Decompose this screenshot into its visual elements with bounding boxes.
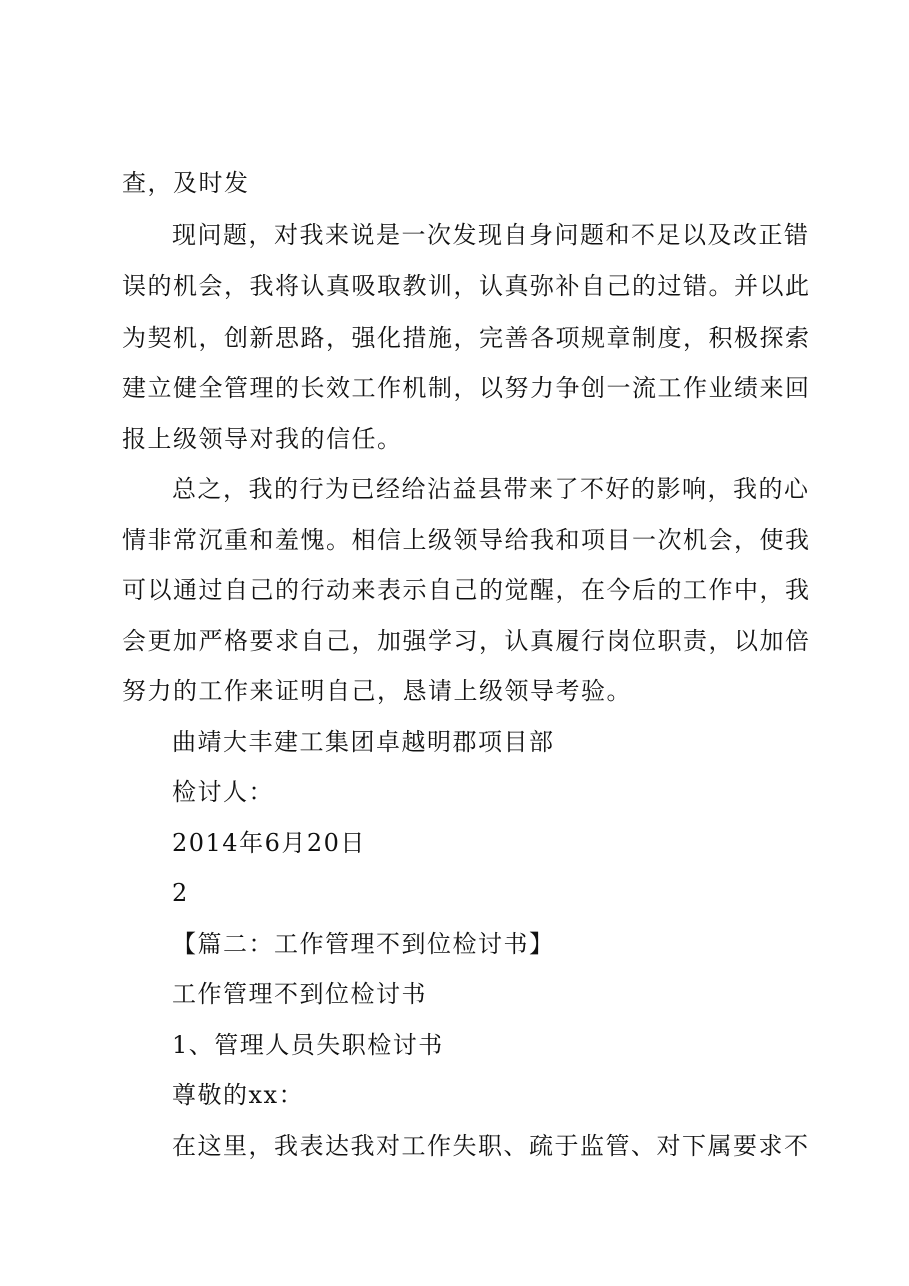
text-line: 查，及时发 [122, 169, 250, 197]
text-line: 建立健全管理的长效工作机制，以努力争创一流工作业绩来回 [122, 374, 811, 402]
text-line: 误的机会，我将认真吸取教训，认真弥补自己的过错。并以此 [122, 272, 811, 300]
reviewer-label: 检讨人： [172, 778, 274, 806]
paragraph-start-line: 现问题，对我来说是一次发现自身问题和不足以及改正错 [172, 221, 810, 249]
subsection-title: 1、管理人员失职检讨书 [172, 1031, 444, 1059]
document-title: 工作管理不到位检讨书 [172, 980, 427, 1008]
paragraph-start-line: 总之，我的行为已经给沾益县带来了不好的影响，我的心 [172, 475, 810, 503]
section-heading: 【篇二：工作管理不到位检讨书】 [172, 930, 555, 958]
organization-signature: 曲靖大丰建工集团卓越明郡项目部 [172, 728, 555, 756]
text-line: 报上级领导对我的信任。 [122, 425, 403, 453]
date-line: 2014年6月20日 [172, 829, 366, 857]
page-number: 2 [172, 879, 189, 907]
text-line: 努力的工作来证明自己，恳请上级领导考验。 [122, 677, 632, 705]
text-line: 为契机，创新思路，强化措施，完善各项规章制度，积极探索 [122, 324, 811, 352]
text-line: 情非常沉重和羞愧。相信上级领导给我和项目一次机会，使我 [122, 526, 811, 554]
text-line: 可以通过自己的行动来表示自己的觉醒，在今后的工作中，我 [122, 576, 811, 604]
salutation: 尊敬的xx： [172, 1081, 305, 1109]
text-line: 会更加严格要求自己，加强学习，认真履行岗位职责，以加倍 [122, 627, 811, 655]
paragraph-start-line: 在这里，我表达我对工作失职、疏于监管、对下属要求不 [172, 1132, 810, 1160]
